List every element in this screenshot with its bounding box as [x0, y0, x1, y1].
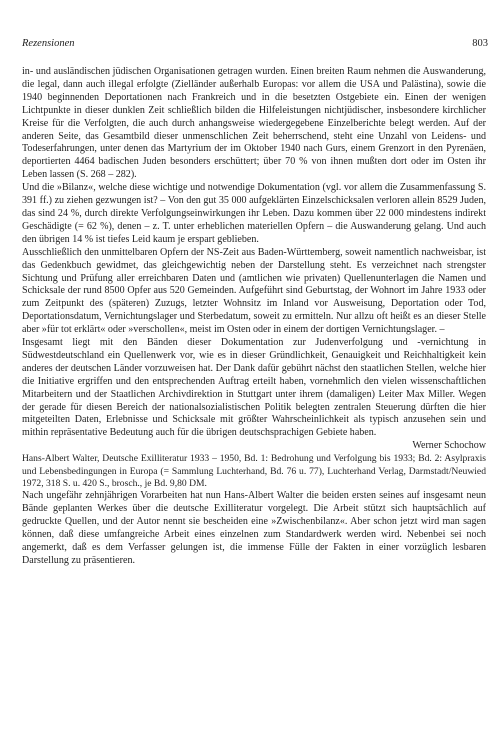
review-paragraph: Ausschließlich den unmittelbaren Opfern der NS-Zeit aus Baden-Württemberg, soweit namentlich nachweisbar, ist das Gedenkbuch gewidmet, das gleichgewichtig neben der Darstellung steht. Es verzeichnet nach strengster Sichtung und Prüfung aller erreichbaren Daten und (amtlichen wie privaten) Quellenunterlagen die Namen und Schicksale der rund 8500 Opfer aus 520 Gemeinden. Aufgeführt sind Geburtstag, der Wohnort im Jahre 1933 oder zum Zeitpunkt des (späteren) Zuzugs, letzter Wohnsitz im Inland vor Ausweisung, Deportation oder Tod, Deportationsdatum, Vernichtungslager und Sterbedatum, soweit zu ermitteln. Nur allzu oft heißt es an dieser Stelle aber »für tot erklärt« oder »verschollen«, meist im Osten oder in einem der dortigen Vernichtungslager. –: [22, 246, 486, 336]
reviewer-signature: Werner Schochow: [412, 440, 486, 452]
review-walter: [22, 490, 486, 567]
page-body: [22, 66, 486, 568]
section-title: Rezensionen: [22, 38, 75, 49]
bibliographic-entry: Hans-Albert Walter, Deutsche Exilliteratur 1933 – 1950, Bd. 1: Bedrohung und Verfolgung bis 1933; Bd. 2: Asylpraxis und Lebensbedingungen in Europa (= Sammlung Luchterhand, Bd. 76 u. 77), Luchterhand Verlag, Darmstadt/Neuwied 1972, 318 S. u. 420 S., brosch., je Bd. 9,80 DM.: [22, 453, 486, 489]
review-paragraph: Und die »Bilanz«, welche diese wichtige und notwendige Dokumentation (vgl. vor allem die Zusammenfassung S. 391 ff.) zu ziehen gezwungen ist? – Von den gut 35 000 aufgeklärten Einzelschicksalen verloren allein 8529 Juden, das sind 24 %, durch direkte Verfolgungseinwirkungen ihr Leben. Dazu kommen über 22 000 mindestens indirekt Geschädigte (= 62 %), denen – z. T. unter erheblichen materiellen Opfern – die Auswanderung gelang. Und auch den übrigen 14 % ist tiefes Leid kaum je erspart geblieben.: [22, 182, 486, 245]
page-number: 803: [472, 38, 488, 49]
review-paragraph: Insgesamt liegt mit den Bänden dieser Dokumentation zur Judenverfolgung und -vernichtung in Südwestdeutschland ein Quellenwerk vor, wie es in dieser Gründlichkeit, Genauigkeit und Reichhaltigkeit kein anderes der deutschen Länder vorzuweisen hat. Der Dank dafür gebührt nächst den staatlichen Stellen, welche hier die Initiative ergriffen und den entsprechenden Auftrag erteilt haben, vornehmlich den vielen wissenschaftlichen Mitarbeitern und der Staatlichen Archivdirektion in Stuttgart unter ihrem (damaligen) Leiter Max Miller. Wegen der gerade für diesen Bereich der nationalsozialistischen Politik belegten zentralen Steuerung dürften die hier mitgeteilten Daten, Erlebnisse und Schicksale mit größter Wahrscheinlichkeit als typisch anzusehen sein und mithin repräsentative Bedeutung auch für die übrigen deutschsprachigen Gebiete haben.: [22, 337, 486, 439]
review-paragraph: Nach ungefähr zehnjährigen Vorarbeiten hat nun Hans-Albert Walter die beiden ersten seines auf insgesamt neun Bände geplanten Werkes über die deutsche Exilliteratur vorgelegt. Die Arbeit stützt sich hauptsächlich auf gedruckte Quellen, und der Autor nennt sie bescheiden eine »Zwischenbilanz«. Aber schon jetzt wird man sagen können, daß diese umfangreiche Arbeit eines einzelnen zum Standardwerk werden wird. Nebenbei sei noch angemerkt, daß es dem Verfasser gelungen ist, die immense Fülle der Fakten in einer vorzüglich lesbaren Darstellung zu präsentieren.: [22, 490, 486, 566]
page-header: [22, 38, 488, 54]
review-paragraph: in- und ausländischen jüdischen Organisationen getragen wurden. Einen breiten Raum nehmen die Auswanderung, die legal, dann auch illegal erfolgte (Zielländer außerhalb Europas: vor allem die USA und Palästina), sowie die 1940 beginnenden Deportationen nach Frankreich und in die besetzten Ostgebiete ein. Einen der wenigen Lichtpunkte in dieser dunklen Zeit schließlich bilden die Hilfeleistungen nichtjüdischer, insbesondere kirchlicher Kreise für die Verfolgten, die auch durch anhangsweise wiedergegebene Einzelberichte belegt werden. Auf der anderen Seite, das Gesamtbild dieser unmenschlichen Zeit beherrschend, steht eine Unzahl von Leidens- und Todeserfahrungen, unter denen das Martyrium der im Oktober 1940 nach Gurs, einem Grenzort in den Pyrenäen, deportierten 4464 badischen Juden besonders erschüttert; über 70 % von ihnen mußten dort oder im Osten ihr Leben lassen (S. 268 – 282).: [22, 66, 486, 181]
review-schochow: [22, 66, 486, 453]
